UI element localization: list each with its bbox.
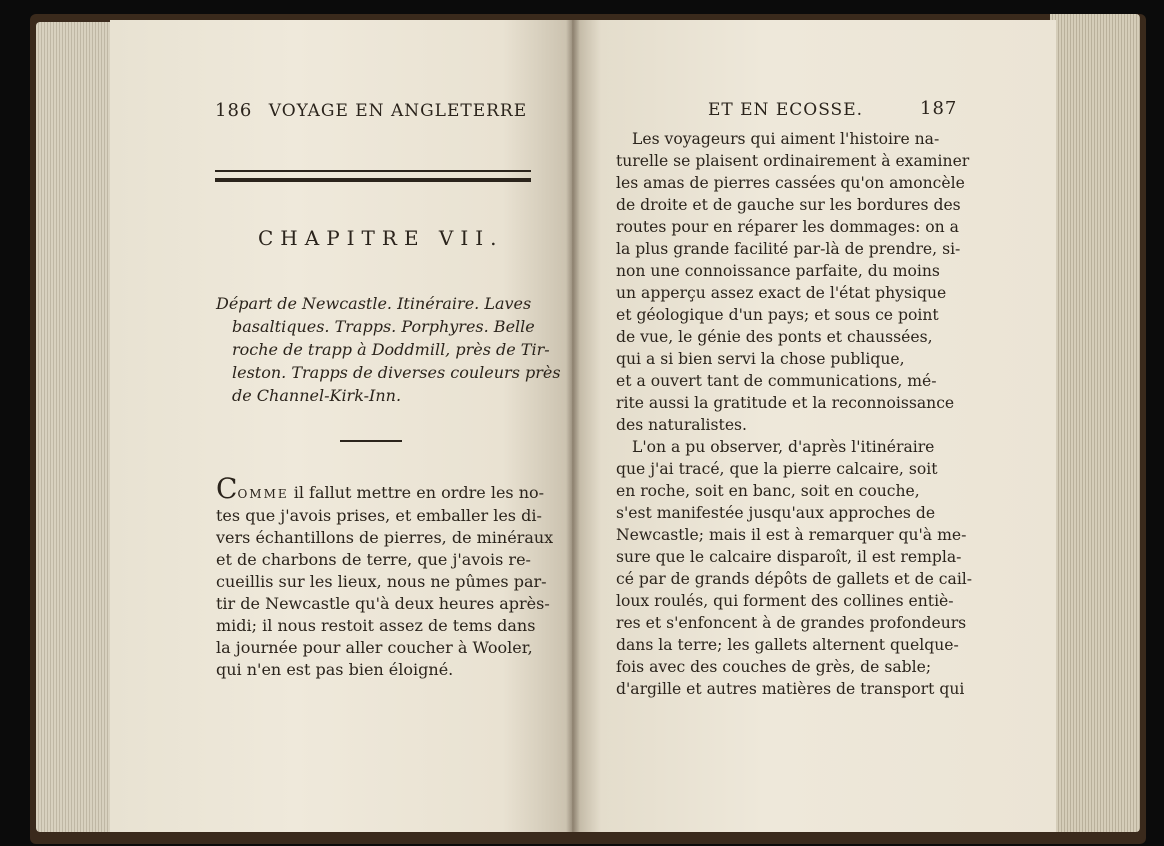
right-running-title: ET EN ECOSSE.	[708, 100, 864, 120]
body-line: en roche, soit en banc, soit en couche,	[616, 482, 920, 500]
chapter-title: CHAPITRE VII.	[258, 226, 504, 250]
body-line: s'est manifestée jusqu'aux approches de	[616, 504, 936, 522]
body-line: res et s'enfoncent à de grandes profondeurs	[616, 614, 967, 632]
body-line: et géologique d'un pays; et sous ce point	[616, 306, 939, 324]
body-line: que j'ai tracé, que la pierre calcaire, soit	[616, 460, 938, 478]
chapter-summary	[216, 292, 561, 407]
summary-line: basaltiques. Trapps. Porphyres. Belle	[232, 317, 535, 336]
body-line: sure que le calcaire disparoît, il est rempla-	[616, 548, 962, 566]
body-line: et a ouvert tant de communications, mé-	[616, 372, 937, 390]
body-line: L'on a pu observer, d'après l'itinéraire	[632, 438, 935, 456]
left-running-title: VOYAGE EN ANGLETERRE	[268, 101, 528, 121]
body-line: routes pour en réparer les dommages: on a	[616, 218, 959, 236]
body-line: de vue, le génie des ponts et chaussées,	[616, 328, 933, 346]
left-body-text	[216, 472, 554, 681]
left-page-edges	[36, 22, 116, 832]
right-body-text	[616, 128, 973, 700]
body-line: la plus grande facilité par-là de prendre, si-	[616, 240, 961, 258]
body-line: de droite et de gauche sur les bordures des	[616, 196, 961, 214]
summary-line: roche de trapp à Doddmill, près de Tir-	[232, 340, 550, 359]
body-line: un apperçu assez exact de l'état physique	[616, 284, 947, 302]
section-short-rule	[340, 440, 402, 442]
left-page-number: 186	[215, 100, 253, 121]
left-page	[110, 20, 572, 832]
body-line: qui n'en est pas bien éloigné.	[216, 660, 454, 679]
body-line: turelle se plaisent ordinairement à examiner	[616, 152, 970, 170]
right-page-number: 187	[920, 98, 958, 119]
body-line: tes que j'avois prises, et emballer les di-	[216, 506, 542, 525]
drop-cap: C	[216, 472, 238, 505]
body-line: des naturalistes.	[616, 416, 748, 434]
right-page-edges	[1050, 14, 1140, 832]
summary-line: Départ de Newcastle. Itinéraire. Laves	[216, 294, 532, 313]
body-line: cé par de grands dépôts de gallets et de cail-	[616, 570, 973, 588]
first-word-smallcaps: OMME	[237, 487, 289, 501]
body-line: fois avec des couches de grès, de sable;	[616, 658, 932, 676]
body-line: et de charbons de terre, que j'avois re-	[216, 550, 531, 569]
body-line: dans la terre; les gallets alternent quelque-	[616, 636, 959, 654]
body-line: rite aussi la gratitude et la reconnoissance	[616, 394, 955, 412]
book-gutter	[566, 20, 580, 832]
body-line: d'argille et autres matières de transport qui	[616, 680, 965, 698]
body-line: midi; il nous restoit assez de tems dans	[216, 616, 536, 635]
body-line: cueillis sur les lieux, nous ne pûmes par-	[216, 572, 547, 591]
body-line: tir de Newcastle qu'à deux heures après-	[216, 594, 550, 613]
body-line: qui a si bien servi la chose publique,	[616, 350, 905, 368]
body-line: Newcastle; mais il est à remarquer qu'à me-	[616, 526, 967, 544]
body-line: la journée pour aller coucher à Wooler,	[216, 638, 533, 657]
summary-line: de Channel-Kirk-Inn.	[232, 386, 402, 405]
summary-line: leston. Trapps de diverses couleurs près	[232, 363, 561, 382]
chapter-double-rule	[215, 170, 531, 182]
body-line: non une connoissance parfaite, du moins	[616, 262, 940, 280]
body-line: vers échantillons de pierres, de minéraux	[216, 528, 554, 547]
body-line-text: il fallut mettre en ordre les no-	[288, 483, 545, 502]
left-running-head	[215, 100, 527, 121]
body-line	[216, 472, 545, 505]
body-line: Les voyageurs qui aiment l'histoire na-	[632, 130, 940, 148]
body-line: les amas de pierres cassées qu'on amoncèle	[616, 174, 965, 192]
body-line: loux roulés, qui forment des collines entiè-	[616, 592, 954, 610]
